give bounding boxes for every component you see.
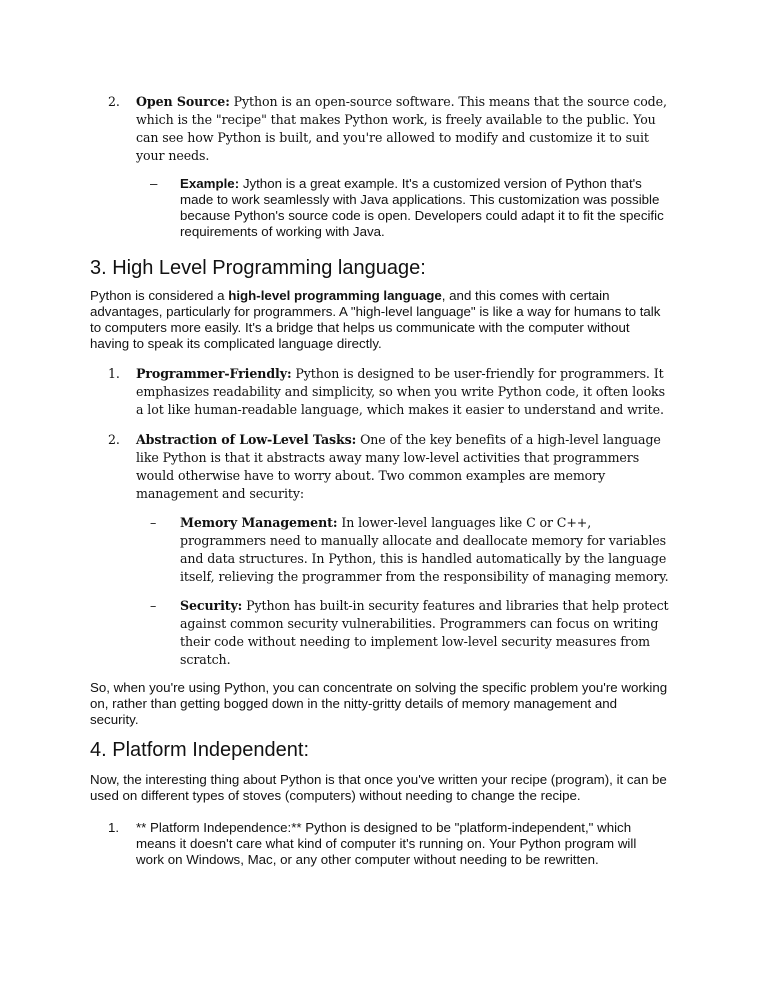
list-item-term: Programmer-Friendly: xyxy=(136,366,292,381)
list-number: 2. xyxy=(108,94,120,109)
list-item-term: Abstraction of Low-Level Tasks: xyxy=(136,432,357,447)
sub-item-text: Jython is a great example. It's a customized version of Python that's made to work seamlessly with Java applications. This customization was possible because Python's source code is open. Developers could adapt it to fit the specific requirements of working with Java. xyxy=(180,176,664,239)
dash-bullet: – xyxy=(150,515,157,530)
paragraph-bold-term: high-level programming language xyxy=(228,288,442,303)
paragraph-text: Python is considered a xyxy=(90,288,229,303)
list-item-text: Python is designed to be user-friendly for programmers. It emphasizes readability and simplicity, so when you write Python code, it often looks a lot like human-readable language, which makes it easier to understand and write. xyxy=(136,366,665,417)
list-item-text: One of the key benefits of a high-level language like Python is that it abstracts away many low-level activities that programmers would otherwise have to worry about. Two common examples are memory management and security: xyxy=(136,432,661,501)
list-item-body xyxy=(136,93,668,165)
sub-item-text: Python has built-in security features and libraries that help protect against common security vulnerabilities. Programmers can focus on writing their code without needing to implement low-level security measures from scratch. xyxy=(180,598,669,667)
sub-item-body xyxy=(180,514,678,586)
list-item-body xyxy=(136,431,668,503)
paragraph-platform: Now, the interesting thing about Python is that once you've written your recipe (program), it can be used on different types of stoves (computers) without needing to change the recipe. xyxy=(90,772,667,803)
list-item-term: Open Source: xyxy=(136,94,230,109)
sub-item-term: Example: xyxy=(180,176,240,191)
paragraph-high-level xyxy=(90,288,668,352)
list-item-body: ** Platform Independence:** Python is designed to be "platform-independent," which means it doesn't care what kind of computer it's running on. Your Python program will work on Windows, Mac, or any other computer without needing to be rewritten. xyxy=(136,820,637,867)
dash-bullet: – xyxy=(150,176,158,191)
list-number: 1. xyxy=(108,820,120,835)
dash-bullet: – xyxy=(150,598,157,613)
section-heading-3: 3. High Level Programming language: xyxy=(90,257,426,279)
paragraph-text: , and this comes with certain advantages, particularly for programmers. A "high-level language" is like a way for humans to talk to computers more easily. It's a bridge that helps us communicate with the computer without having to speak its complicated language directly. xyxy=(90,288,661,351)
paragraph-summary: So, when you're using Python, you can concentrate on solving the specific problem you're working on, rather than getting bogged down in the nitty-gritty details of memory management and security. xyxy=(90,680,668,727)
list-number: 1. xyxy=(108,366,120,381)
sub-item-term: Memory Management: xyxy=(180,515,338,530)
list-item-body xyxy=(136,365,668,419)
sub-item-text: In lower-level languages like C or C++, programmers need to manually allocate and deallocate memory for variables and data structures. In Python, this is handled automatically by the language itself, relieving the programmer from the responsibility of managing memory. xyxy=(180,515,669,584)
sub-item-body xyxy=(180,597,678,669)
list-number: 2. xyxy=(108,432,120,447)
sub-item-term: Security: xyxy=(180,598,243,613)
list-item-text: Python is an open-source software. This means that the source code, which is the "recipe" that makes Python work, is freely available to the public. You can see how Python is built, and you're allowed to modify and customize it to suit your needs. xyxy=(136,94,667,163)
sub-item-body xyxy=(180,176,678,240)
section-heading-4: 4. Platform Independent: xyxy=(90,739,310,761)
